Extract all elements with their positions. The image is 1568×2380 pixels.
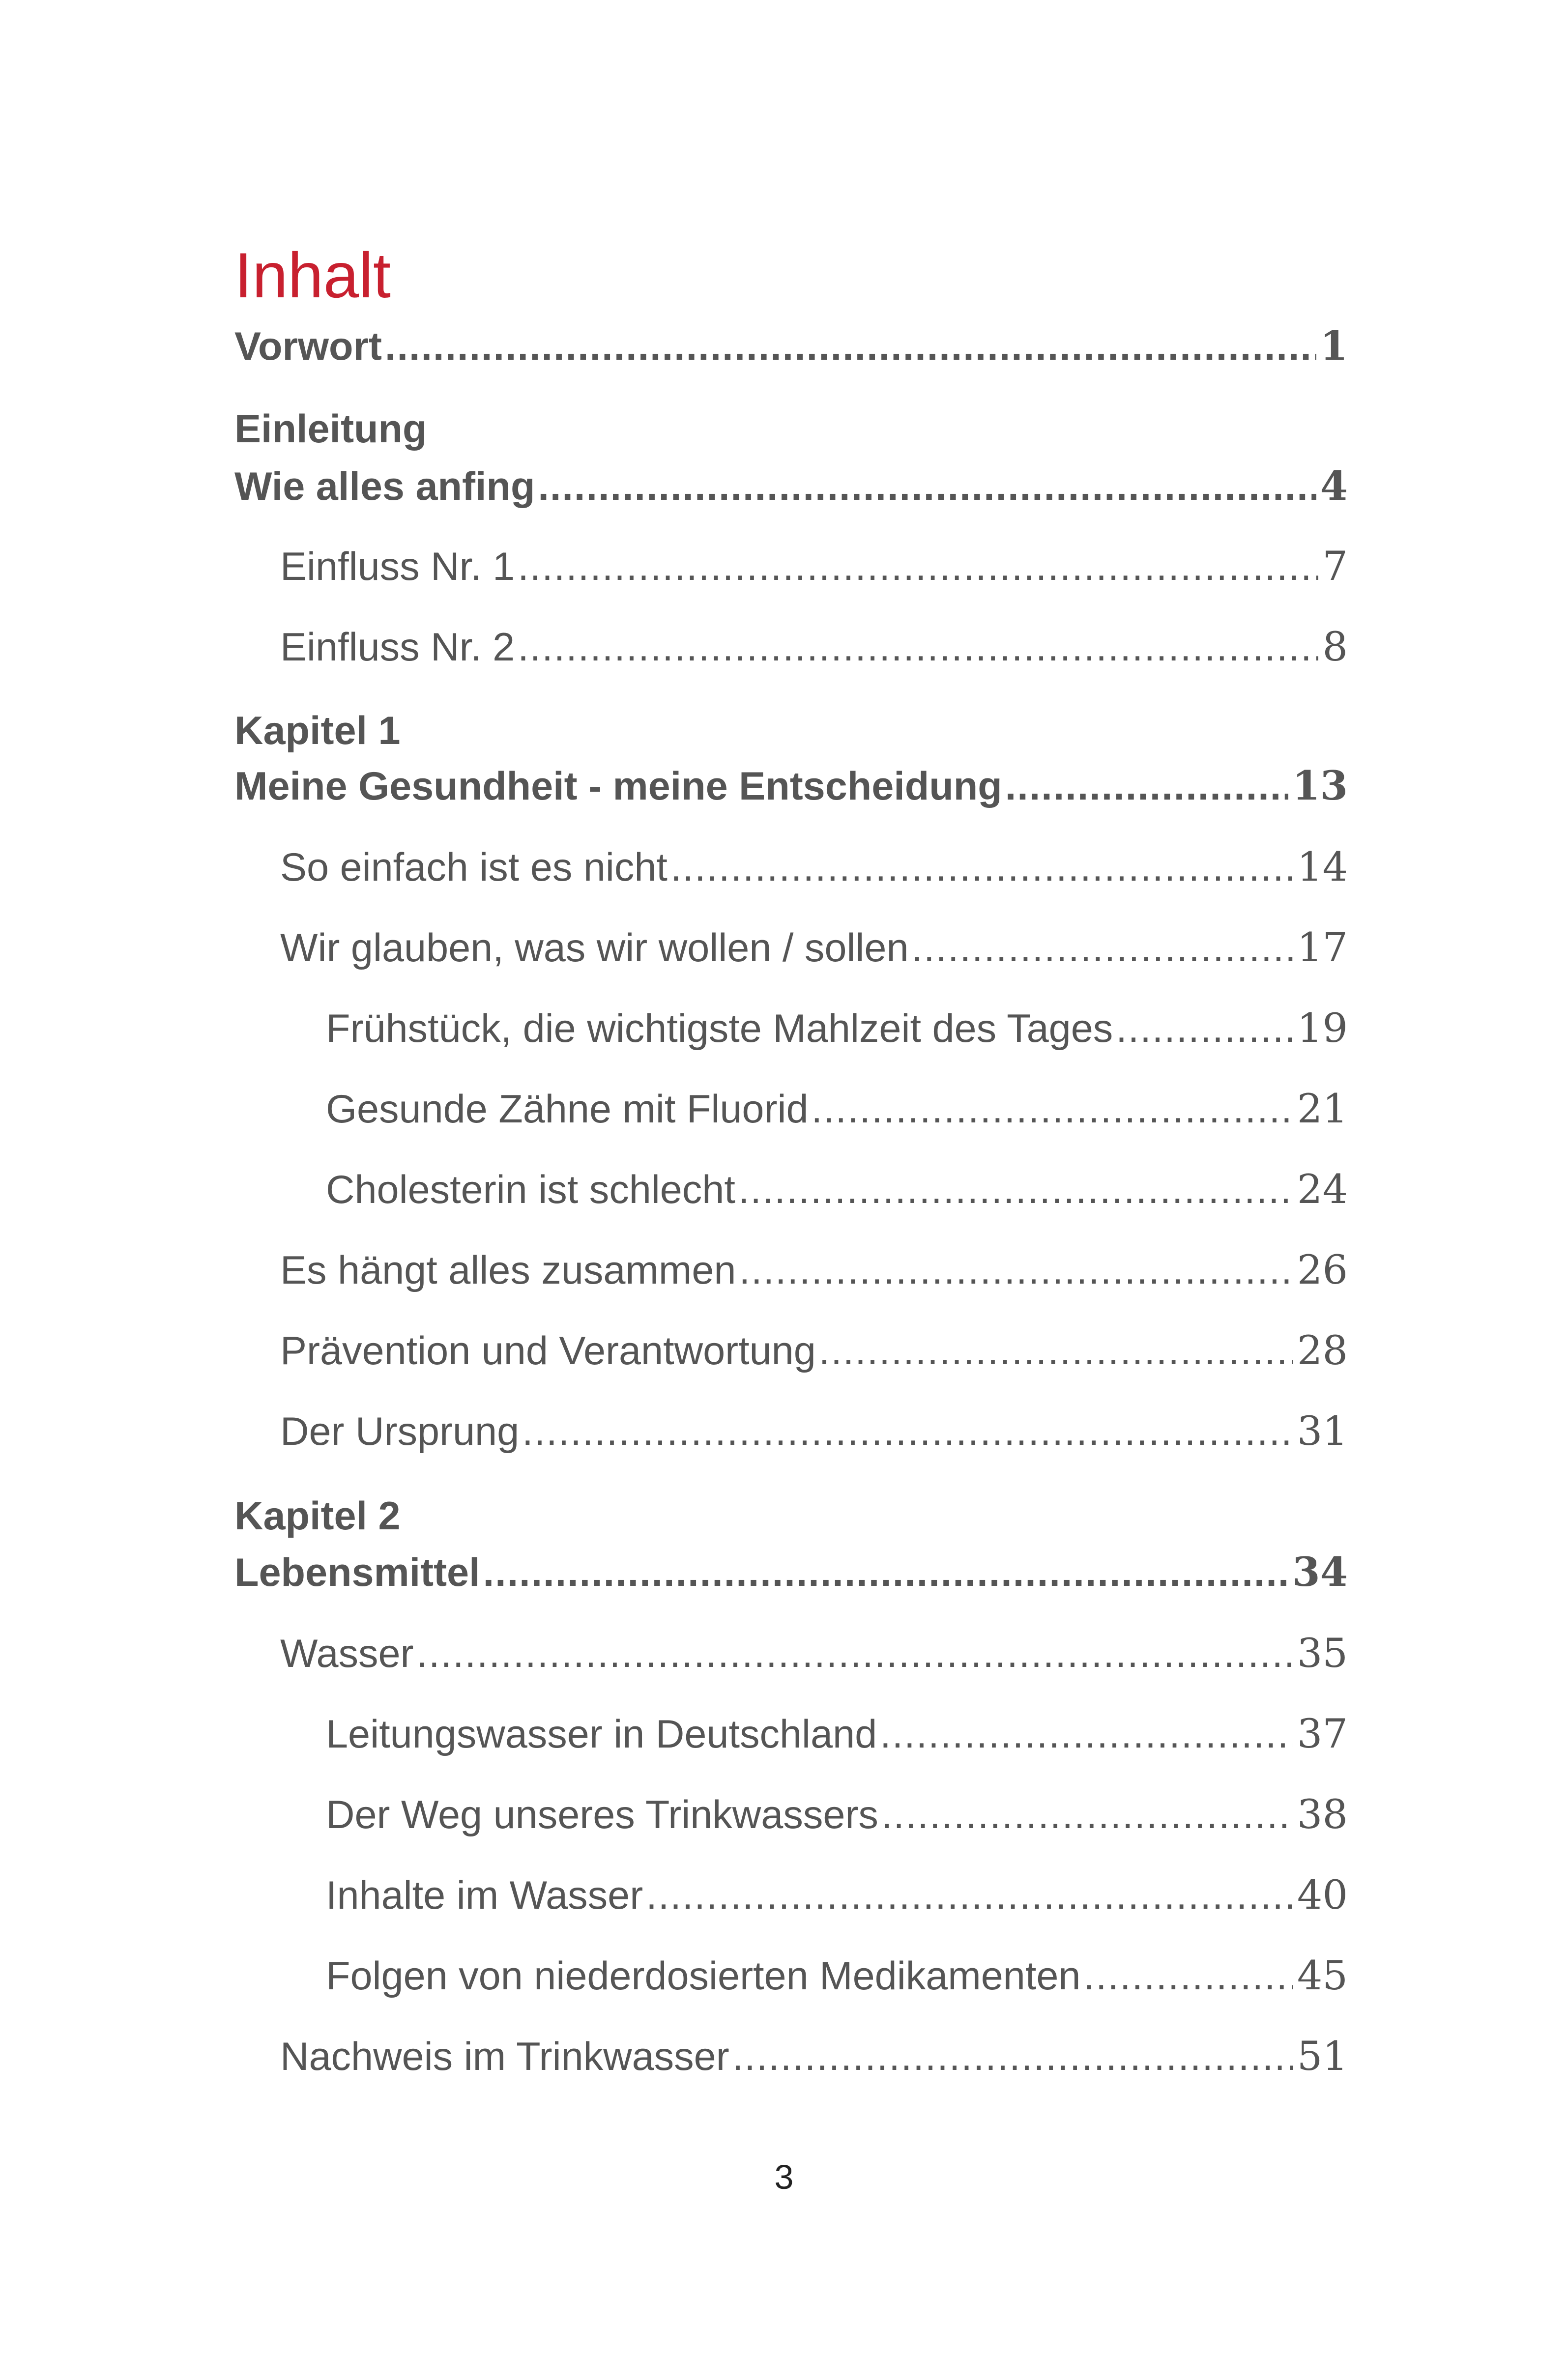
toc-entry-label: Es hängt alles zusammen [280, 1248, 736, 1292]
toc-entry-nachweis[interactable] [280, 2025, 1348, 2084]
toc-entry-label: Nachweis im Trinkwasser [280, 2035, 729, 2079]
toc-entry-label: Lebensmittel [234, 1550, 480, 1595]
dot-leader [819, 1324, 1293, 1378]
dot-leader [417, 1627, 1293, 1681]
toc-entry-page: 35 [1297, 1631, 1348, 1677]
dot-leader [1005, 759, 1289, 813]
toc-entry-page: 37 [1297, 1711, 1348, 1757]
toc-entry-einfluss-2[interactable] [280, 615, 1348, 674]
dot-leader [1116, 1002, 1293, 1056]
toc-entry-page: 19 [1297, 1005, 1348, 1052]
toc-entry-page: 40 [1297, 1872, 1348, 1919]
toc-entry-label: Wir glauben, was wir wollen / sollen [280, 926, 909, 970]
toc-entry-weg-trinkwasser[interactable] [326, 1783, 1348, 1842]
toc-entry-page: 51 [1297, 2034, 1348, 2080]
dot-leader [739, 1243, 1293, 1297]
toc-entry-page: 7 [1322, 544, 1348, 590]
toc-entry-page: 13 [1292, 763, 1348, 809]
dot-leader [738, 1163, 1293, 1217]
toc-entry-gesunde-zaehne[interactable] [326, 1077, 1348, 1136]
toc-entry-page: 17 [1297, 925, 1348, 971]
toc-entry-lebensmittel[interactable] [234, 1541, 1348, 1600]
dot-leader [518, 620, 1318, 674]
toc-entry-label: Wie alles anfing [234, 464, 535, 509]
toc-entry-praevention[interactable] [280, 1319, 1348, 1378]
toc-entry-wie-alles-anfing[interactable] [234, 455, 1348, 514]
toc-entry-label: Frühstück, die wichtigste Mahlzeit des Tages [326, 1006, 1113, 1051]
dot-leader [912, 921, 1293, 975]
toc-entry-page: 14 [1297, 844, 1348, 890]
toc-entry-leitungswasser[interactable] [326, 1702, 1348, 1761]
dot-leader [812, 1082, 1293, 1136]
toc-entry-label: So einfach ist es nicht [280, 845, 668, 889]
dot-leader [1083, 1949, 1293, 2003]
toc-entry-label: Inhalte im Wasser [326, 1873, 643, 1918]
toc-entry-page: 45 [1297, 1953, 1348, 1999]
toc-entry-folgen-medikamente[interactable] [326, 1944, 1348, 2003]
toc-entry-inhalte-wasser[interactable] [326, 1864, 1348, 1922]
toc-entry-label: Folgen von niederdosierten Medikamenten [326, 1954, 1081, 1998]
toc-entry-page: 4 [1320, 463, 1348, 510]
dot-leader [518, 540, 1318, 594]
toc-entry-vorwort[interactable] [234, 315, 1348, 373]
toc-entry-label: Der Weg unseres Trinkwassers [326, 1793, 878, 1837]
dot-leader [385, 319, 1316, 373]
toc-entry-label: Wasser [280, 1632, 414, 1676]
toc-section-heading: Kapitel 1 [234, 709, 401, 753]
toc-entry-wir-glauben[interactable] [280, 916, 1348, 975]
toc-entry-fruehstueck[interactable] [326, 997, 1348, 1056]
toc-entry-page: 38 [1297, 1792, 1348, 1838]
toc-entry-so-einfach[interactable] [280, 835, 1348, 894]
toc-entry-page: 8 [1322, 624, 1348, 670]
toc-entry-label: Der Ursprung [280, 1409, 520, 1454]
dot-leader [670, 840, 1293, 894]
dot-leader [538, 459, 1316, 514]
toc-entry-page: 31 [1297, 1408, 1348, 1455]
toc-entry-es-haengt[interactable] [280, 1238, 1348, 1297]
dot-leader [880, 1707, 1293, 1761]
toc-entry-page: 24 [1297, 1167, 1348, 1213]
toc-entry-label: Einfluss Nr. 1 [280, 545, 515, 589]
toc-entry-page: 34 [1292, 1549, 1348, 1596]
toc-entry-ursprung[interactable] [280, 1400, 1348, 1459]
toc-entry-cholesterin[interactable] [326, 1158, 1348, 1217]
dot-leader [646, 1868, 1293, 1922]
toc-entry-label: Einfluss Nr. 2 [280, 625, 515, 669]
dot-leader [732, 2030, 1293, 2084]
toc-entry-label: Prävention und Verantwortung [280, 1329, 816, 1373]
toc-entry-page: 28 [1297, 1328, 1348, 1374]
dot-leader [522, 1405, 1293, 1459]
toc-entry-label: Cholesterin ist schlecht [326, 1168, 735, 1212]
toc-entry-meine-gesundheit[interactable] [234, 754, 1348, 813]
toc-entry-label: Gesunde Zähne mit Fluorid [326, 1087, 809, 1131]
toc-section-heading: Einleitung [234, 407, 427, 451]
toc-entry-label: Vorwort [234, 324, 382, 369]
toc-section-heading: Kapitel 2 [234, 1494, 401, 1538]
toc-entry-page: 26 [1297, 1247, 1348, 1293]
dot-leader [881, 1788, 1293, 1842]
toc-entry-einfluss-1[interactable] [280, 535, 1348, 594]
toc-entry-page: 1 [1320, 323, 1348, 370]
toc-entry-wasser[interactable] [280, 1622, 1348, 1681]
page-title: Inhalt [234, 239, 391, 311]
toc-entry-label: Meine Gesundheit - meine Entscheidung [234, 764, 1002, 808]
page-number: 3 [774, 2158, 794, 2196]
toc-entry-label: Leitungswasser in Deutschland [326, 1712, 877, 1756]
toc-entry-page: 21 [1297, 1086, 1348, 1132]
dot-leader [483, 1546, 1289, 1600]
